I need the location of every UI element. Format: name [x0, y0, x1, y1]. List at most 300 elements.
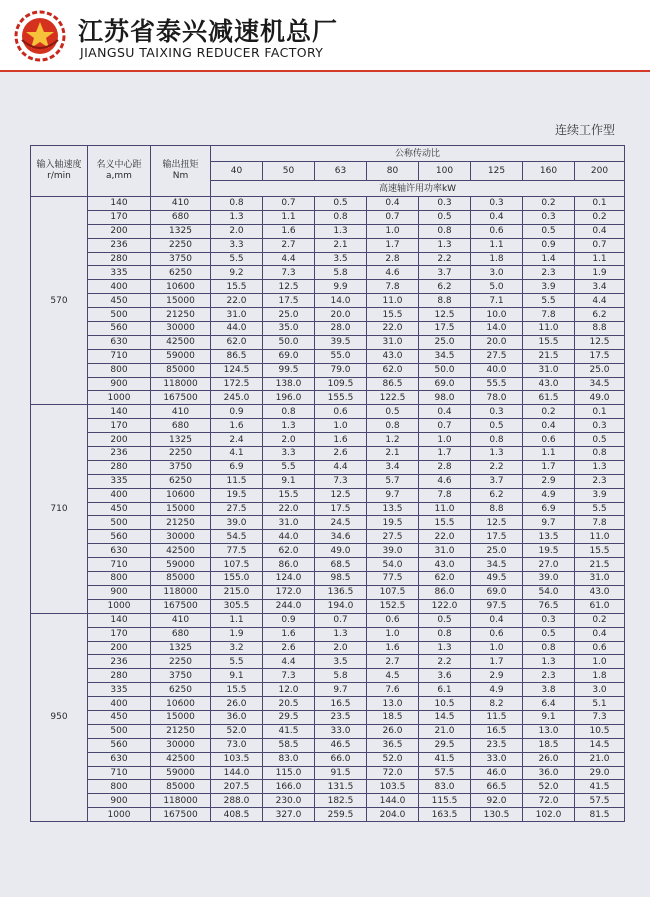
power-cell: 31.0 — [211, 308, 263, 322]
power-cell: 61.5 — [523, 391, 575, 405]
torque-cell: 410 — [151, 405, 211, 419]
table-row — [31, 474, 625, 488]
power-cell: 3.5 — [315, 655, 367, 669]
power-cell: 0.2 — [523, 405, 575, 419]
power-cell: 86.0 — [263, 558, 315, 572]
power-cell: 0.8 — [419, 224, 471, 238]
power-cell: 288.0 — [211, 794, 263, 808]
power-cell: 97.5 — [471, 599, 523, 613]
table-row — [31, 613, 625, 627]
center-distance-cell: 280 — [88, 252, 151, 266]
power-cell: 9.1 — [523, 710, 575, 724]
power-cell: 4.4 — [263, 655, 315, 669]
power-cell: 40.0 — [471, 363, 523, 377]
power-cell: 0.9 — [211, 405, 263, 419]
power-cell: 2.4 — [211, 433, 263, 447]
table-row — [31, 197, 625, 211]
power-cell: 0.5 — [575, 433, 625, 447]
power-cell: 15.5 — [575, 544, 625, 558]
power-cell: 39.5 — [315, 335, 367, 349]
power-cell: 98.0 — [419, 391, 471, 405]
power-cell: 77.5 — [367, 572, 419, 586]
power-cell: 22.0 — [367, 322, 419, 336]
power-cell: 7.3 — [263, 266, 315, 280]
power-cell: 17.5 — [315, 502, 367, 516]
power-cell: 0.5 — [315, 197, 367, 211]
table-row — [31, 738, 625, 752]
power-cell: 107.5 — [211, 558, 263, 572]
center-distance-cell: 900 — [88, 794, 151, 808]
table-row — [31, 683, 625, 697]
torque-cell: 21250 — [151, 516, 211, 530]
power-cell: 7.8 — [419, 488, 471, 502]
center-distance-cell: 450 — [88, 710, 151, 724]
table-row — [31, 322, 625, 336]
power-cell: 27.0 — [523, 558, 575, 572]
power-cell: 0.3 — [523, 613, 575, 627]
power-cell: 14.5 — [575, 738, 625, 752]
table-row — [31, 349, 625, 363]
power-cell: 21.0 — [419, 724, 471, 738]
power-cell: 14.5 — [419, 710, 471, 724]
power-cell: 2.3 — [523, 669, 575, 683]
torque-cell: 1325 — [151, 224, 211, 238]
torque-cell: 85000 — [151, 363, 211, 377]
center-distance-cell: 560 — [88, 322, 151, 336]
power-cell: 52.0 — [211, 724, 263, 738]
power-cell: 3.9 — [575, 488, 625, 502]
power-cell: 0.3 — [471, 197, 523, 211]
power-cell: 25.0 — [471, 544, 523, 558]
power-cell: 5.7 — [367, 474, 419, 488]
torque-cell: 118000 — [151, 794, 211, 808]
power-cell: 0.6 — [523, 433, 575, 447]
power-cell: 327.0 — [263, 808, 315, 822]
power-cell: 12.5 — [575, 335, 625, 349]
power-cell: 58.5 — [263, 738, 315, 752]
power-cell: 408.5 — [211, 808, 263, 822]
power-cell: 3.3 — [263, 447, 315, 461]
power-cell: 62.0 — [367, 363, 419, 377]
power-rating-table — [30, 145, 625, 822]
power-cell: 83.0 — [419, 780, 471, 794]
center-distance-cell: 236 — [88, 447, 151, 461]
power-cell: 19.5 — [523, 544, 575, 558]
power-cell: 1.0 — [315, 419, 367, 433]
power-cell: 79.0 — [315, 363, 367, 377]
power-cell: 172.5 — [211, 377, 263, 391]
power-cell: 10.5 — [575, 724, 625, 738]
torque-cell: 6250 — [151, 474, 211, 488]
power-cell: 0.5 — [523, 224, 575, 238]
power-cell: 6.9 — [523, 502, 575, 516]
table-row — [31, 294, 625, 308]
table-row — [31, 447, 625, 461]
power-cell: 9.2 — [211, 266, 263, 280]
power-cell: 6.9 — [211, 460, 263, 474]
speed-cell: 710 — [31, 405, 88, 613]
power-cell: 54.0 — [367, 558, 419, 572]
power-cell: 92.0 — [471, 794, 523, 808]
power-cell: 3.0 — [471, 266, 523, 280]
power-cell: 86.0 — [419, 585, 471, 599]
center-distance-cell: 1000 — [88, 391, 151, 405]
power-cell: 72.0 — [523, 794, 575, 808]
center-distance-cell: 710 — [88, 349, 151, 363]
power-cell: 9.7 — [315, 683, 367, 697]
power-cell: 10.5 — [419, 697, 471, 711]
power-cell: 39.0 — [367, 544, 419, 558]
power-cell: 3.5 — [315, 252, 367, 266]
power-cell: 124.0 — [263, 572, 315, 586]
power-cell: 5.1 — [575, 697, 625, 711]
power-cell: 11.0 — [575, 530, 625, 544]
power-cell: 54.5 — [211, 530, 263, 544]
header-ratio: 公称传动比 — [211, 146, 625, 162]
power-cell: 259.5 — [315, 808, 367, 822]
ratio-header-cell: 160 — [523, 162, 575, 181]
power-cell: 3.8 — [523, 683, 575, 697]
power-cell: 103.5 — [211, 752, 263, 766]
power-cell: 131.5 — [315, 780, 367, 794]
table-row — [31, 460, 625, 474]
torque-cell: 118000 — [151, 585, 211, 599]
torque-cell: 85000 — [151, 572, 211, 586]
power-cell: 46.0 — [471, 766, 523, 780]
power-cell: 99.5 — [263, 363, 315, 377]
torque-cell: 59000 — [151, 766, 211, 780]
power-cell: 0.5 — [419, 210, 471, 224]
power-cell: 1.6 — [315, 433, 367, 447]
power-cell: 0.6 — [471, 627, 523, 641]
power-cell: 5.5 — [211, 252, 263, 266]
power-cell: 144.0 — [367, 794, 419, 808]
page-header — [0, 0, 650, 72]
power-cell: 12.5 — [315, 488, 367, 502]
center-distance-cell: 400 — [88, 488, 151, 502]
power-cell: 52.0 — [367, 752, 419, 766]
power-cell: 1.1 — [471, 238, 523, 252]
power-cell: 1.6 — [367, 641, 419, 655]
center-distance-cell: 140 — [88, 197, 151, 211]
table-row — [31, 627, 625, 641]
torque-cell: 30000 — [151, 322, 211, 336]
power-cell: 28.0 — [315, 322, 367, 336]
center-distance-cell: 1000 — [88, 808, 151, 822]
power-cell: 2.6 — [315, 447, 367, 461]
header-torque-label: 输出扭矩 — [162, 160, 199, 170]
power-cell: 3.7 — [419, 266, 471, 280]
center-distance-cell: 710 — [88, 766, 151, 780]
power-cell: 20.0 — [315, 308, 367, 322]
power-cell: 2.9 — [471, 669, 523, 683]
torque-cell: 59000 — [151, 349, 211, 363]
power-cell: 16.5 — [471, 724, 523, 738]
power-cell: 49.5 — [471, 572, 523, 586]
ratio-header-cell: 80 — [367, 162, 419, 181]
power-cell: 8.8 — [471, 502, 523, 516]
center-distance-cell: 500 — [88, 516, 151, 530]
table-row — [31, 391, 625, 405]
torque-cell: 680 — [151, 627, 211, 641]
table-row — [31, 516, 625, 530]
power-cell: 6.2 — [419, 280, 471, 294]
power-cell: 4.9 — [523, 488, 575, 502]
power-cell: 17.5 — [575, 349, 625, 363]
power-cell: 3.4 — [575, 280, 625, 294]
center-distance-cell: 170 — [88, 627, 151, 641]
table-row — [31, 697, 625, 711]
power-cell: 0.9 — [523, 238, 575, 252]
power-cell: 5.0 — [471, 280, 523, 294]
center-distance-cell: 1000 — [88, 599, 151, 613]
power-cell: 1.9 — [575, 266, 625, 280]
power-cell: 13.0 — [367, 697, 419, 711]
ratio-header-cell: 50 — [263, 162, 315, 181]
power-cell: 182.5 — [315, 794, 367, 808]
power-cell: 22.0 — [263, 502, 315, 516]
power-cell: 4.6 — [367, 266, 419, 280]
power-cell: 1.3 — [419, 641, 471, 655]
power-cell: 0.5 — [471, 419, 523, 433]
header-power: 高速轴许用功率kW — [211, 181, 625, 197]
power-cell: 26.0 — [211, 697, 263, 711]
power-cell: 194.0 — [315, 599, 367, 613]
power-cell: 0.7 — [575, 238, 625, 252]
power-cell: 27.5 — [211, 502, 263, 516]
center-distance-cell: 900 — [88, 377, 151, 391]
header-torque-unit: Nm — [172, 171, 189, 181]
power-cell: 124.5 — [211, 363, 263, 377]
center-distance-cell: 236 — [88, 238, 151, 252]
power-cell: 36.5 — [367, 738, 419, 752]
power-cell: 33.0 — [315, 724, 367, 738]
torque-cell: 680 — [151, 210, 211, 224]
center-distance-cell: 280 — [88, 669, 151, 683]
power-cell: 7.3 — [575, 710, 625, 724]
power-cell: 115.5 — [419, 794, 471, 808]
power-cell: 166.0 — [263, 780, 315, 794]
power-cell: 21.5 — [523, 349, 575, 363]
power-cell: 5.5 — [263, 460, 315, 474]
power-cell: 7.3 — [263, 669, 315, 683]
power-cell: 34.5 — [419, 349, 471, 363]
torque-cell: 10600 — [151, 488, 211, 502]
power-cell: 55.5 — [471, 377, 523, 391]
power-cell: 0.4 — [575, 627, 625, 641]
table-row — [31, 488, 625, 502]
table-row — [31, 363, 625, 377]
power-cell: 0.6 — [575, 641, 625, 655]
table-row — [31, 766, 625, 780]
power-cell: 26.0 — [523, 752, 575, 766]
power-cell: 7.6 — [367, 683, 419, 697]
power-cell: 35.0 — [263, 322, 315, 336]
torque-cell: 59000 — [151, 558, 211, 572]
center-distance-cell: 280 — [88, 460, 151, 474]
power-cell: 31.0 — [367, 335, 419, 349]
table-row — [31, 377, 625, 391]
power-cell: 61.0 — [575, 599, 625, 613]
power-cell: 1.1 — [523, 447, 575, 461]
power-cell: 50.0 — [419, 363, 471, 377]
power-cell: 7.8 — [367, 280, 419, 294]
power-cell: 0.1 — [575, 405, 625, 419]
power-cell: 0.8 — [523, 641, 575, 655]
table-row — [31, 405, 625, 419]
power-cell: 2.2 — [419, 252, 471, 266]
power-cell: 115.0 — [263, 766, 315, 780]
torque-cell: 1325 — [151, 641, 211, 655]
power-cell: 81.5 — [575, 808, 625, 822]
power-cell: 0.6 — [315, 405, 367, 419]
torque-cell: 2250 — [151, 655, 211, 669]
power-cell: 1.3 — [263, 419, 315, 433]
center-distance-cell: 200 — [88, 224, 151, 238]
power-cell: 11.0 — [419, 502, 471, 516]
center-distance-cell: 500 — [88, 308, 151, 322]
power-cell: 207.5 — [211, 780, 263, 794]
power-cell: 76.5 — [523, 599, 575, 613]
center-distance-cell: 236 — [88, 655, 151, 669]
power-cell: 62.0 — [211, 335, 263, 349]
table-row — [31, 544, 625, 558]
power-cell: 12.5 — [419, 308, 471, 322]
power-cell: 130.5 — [471, 808, 523, 822]
power-cell: 33.0 — [471, 752, 523, 766]
power-cell: 1.3 — [419, 238, 471, 252]
power-cell: 0.1 — [575, 197, 625, 211]
torque-cell: 410 — [151, 613, 211, 627]
power-cell: 8.2 — [471, 697, 523, 711]
power-cell: 1.8 — [575, 669, 625, 683]
power-cell: 5.5 — [575, 502, 625, 516]
table-row — [31, 502, 625, 516]
torque-cell: 15000 — [151, 710, 211, 724]
table-row — [31, 585, 625, 599]
table-row — [31, 808, 625, 822]
power-cell: 66.5 — [471, 780, 523, 794]
power-cell: 0.4 — [471, 613, 523, 627]
power-cell: 69.0 — [471, 585, 523, 599]
power-cell: 155.0 — [211, 572, 263, 586]
power-cell: 43.0 — [523, 377, 575, 391]
power-cell: 1.3 — [471, 447, 523, 461]
torque-cell: 167500 — [151, 808, 211, 822]
power-cell: 4.4 — [575, 294, 625, 308]
torque-cell: 680 — [151, 419, 211, 433]
table-row — [31, 599, 625, 613]
power-cell: 215.0 — [211, 585, 263, 599]
power-cell: 102.0 — [523, 808, 575, 822]
power-cell: 1.3 — [211, 210, 263, 224]
power-cell: 4.4 — [263, 252, 315, 266]
power-cell: 15.5 — [523, 335, 575, 349]
power-cell: 0.4 — [471, 210, 523, 224]
torque-cell: 2250 — [151, 238, 211, 252]
table-row — [31, 419, 625, 433]
power-cell: 1.3 — [315, 627, 367, 641]
table-row — [31, 280, 625, 294]
power-cell: 152.5 — [367, 599, 419, 613]
table-row — [31, 210, 625, 224]
power-cell: 26.0 — [367, 724, 419, 738]
power-cell: 27.5 — [367, 530, 419, 544]
power-cell: 86.5 — [211, 349, 263, 363]
ratio-header-cell: 40 — [211, 162, 263, 181]
table-row — [31, 724, 625, 738]
power-cell: 6.2 — [575, 308, 625, 322]
torque-cell: 3750 — [151, 669, 211, 683]
power-cell: 0.4 — [419, 405, 471, 419]
power-cell: 57.5 — [419, 766, 471, 780]
power-cell: 2.0 — [315, 641, 367, 655]
power-cell: 39.0 — [211, 516, 263, 530]
power-cell: 122.5 — [367, 391, 419, 405]
table-row — [31, 308, 625, 322]
torque-cell: 15000 — [151, 294, 211, 308]
power-cell: 31.0 — [523, 363, 575, 377]
table-row — [31, 655, 625, 669]
power-cell: 62.0 — [263, 544, 315, 558]
center-distance-cell: 800 — [88, 363, 151, 377]
torque-cell: 167500 — [151, 391, 211, 405]
center-distance-cell: 170 — [88, 419, 151, 433]
torque-cell: 3750 — [151, 252, 211, 266]
power-cell: 68.5 — [315, 558, 367, 572]
power-cell: 0.2 — [575, 210, 625, 224]
center-distance-cell: 630 — [88, 752, 151, 766]
center-distance-cell: 335 — [88, 474, 151, 488]
torque-cell: 3750 — [151, 460, 211, 474]
center-distance-cell: 335 — [88, 683, 151, 697]
power-cell: 49.0 — [575, 391, 625, 405]
power-cell: 13.0 — [523, 724, 575, 738]
power-cell: 0.8 — [471, 433, 523, 447]
power-cell: 0.8 — [315, 210, 367, 224]
power-cell: 36.0 — [211, 710, 263, 724]
power-cell: 69.0 — [419, 377, 471, 391]
power-cell: 155.5 — [315, 391, 367, 405]
power-cell: 244.0 — [263, 599, 315, 613]
center-distance-cell: 140 — [88, 613, 151, 627]
power-cell: 1.3 — [575, 460, 625, 474]
power-cell: 5.8 — [315, 266, 367, 280]
power-cell: 34.5 — [471, 558, 523, 572]
power-cell: 11.0 — [523, 322, 575, 336]
power-cell: 23.5 — [471, 738, 523, 752]
power-cell: 17.5 — [419, 322, 471, 336]
power-cell: 0.8 — [575, 447, 625, 461]
power-cell: 305.5 — [211, 599, 263, 613]
power-cell: 3.3 — [211, 238, 263, 252]
power-cell: 103.5 — [367, 780, 419, 794]
torque-cell: 167500 — [151, 599, 211, 613]
power-cell: 43.0 — [367, 349, 419, 363]
power-cell: 1.7 — [523, 460, 575, 474]
power-cell: 2.2 — [471, 460, 523, 474]
power-cell: 0.6 — [367, 613, 419, 627]
power-cell: 196.0 — [263, 391, 315, 405]
power-cell: 19.5 — [367, 516, 419, 530]
power-cell: 0.7 — [315, 613, 367, 627]
header-speed-unit: r/min — [47, 171, 71, 181]
power-cell: 18.5 — [367, 710, 419, 724]
power-cell: 1.3 — [315, 224, 367, 238]
power-cell: 1.1 — [211, 613, 263, 627]
center-distance-cell: 200 — [88, 641, 151, 655]
power-cell: 3.4 — [367, 460, 419, 474]
